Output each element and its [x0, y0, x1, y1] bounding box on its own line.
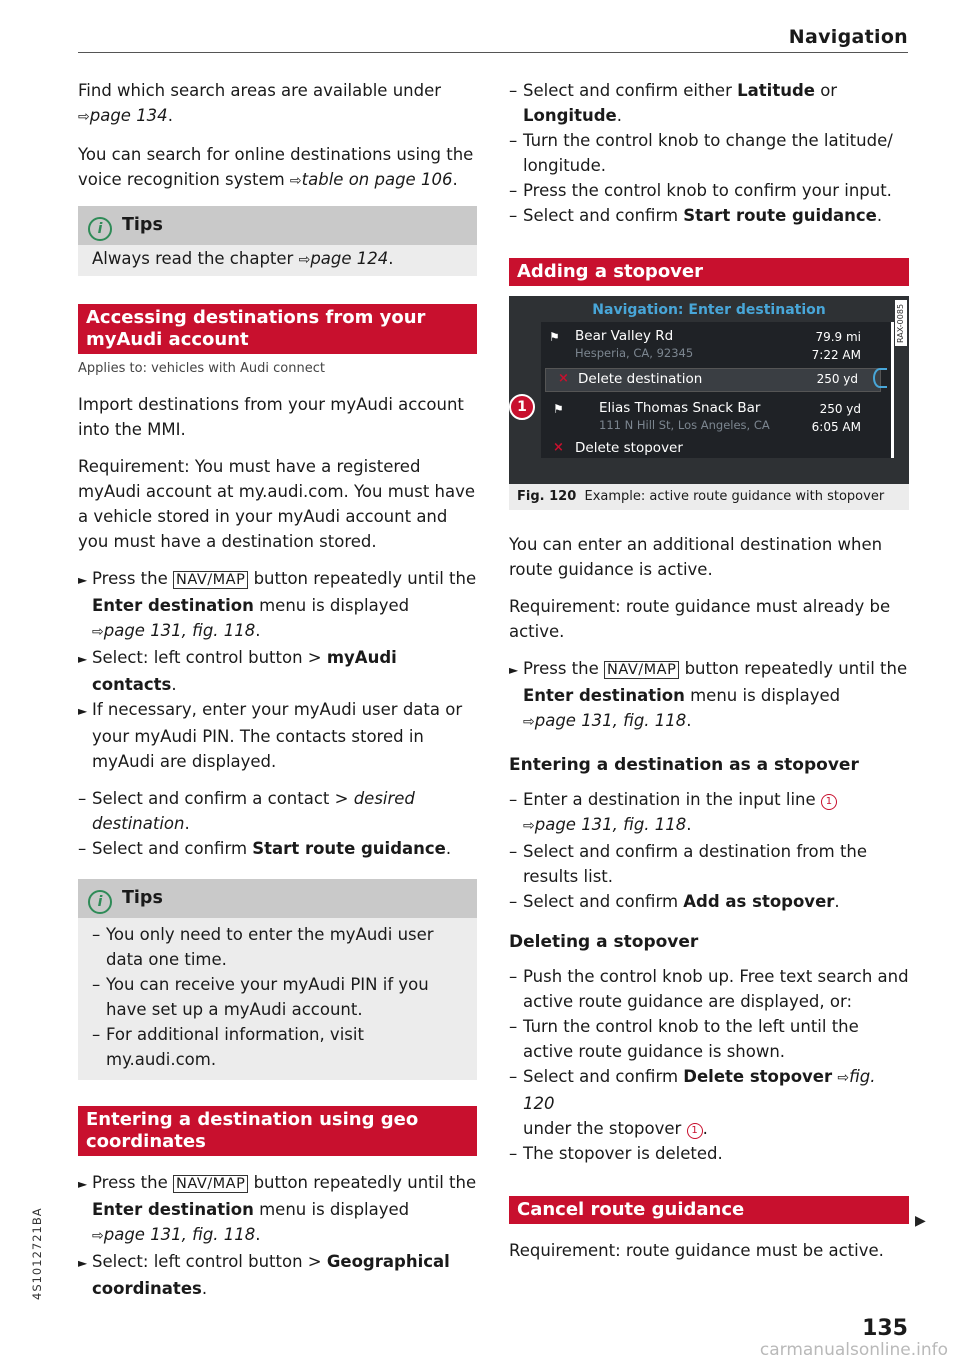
- screen-title: Navigation: Enter destination: [592, 302, 826, 318]
- arrow-icon: ⇨: [78, 109, 90, 125]
- section-heading: Adding a stopover: [509, 258, 909, 286]
- dash-item: – Press the control knob to confirm your input.: [509, 181, 892, 200]
- step-item: ► Press the NAV/MAP button repeatedly until the Enter destination menu is displayed ⇨page 131, fig. 118.: [509, 659, 908, 730]
- list-item: ⚑ Bear Valley Rd Hesperia, CA, 92345 79.9 mi 7:22 AM: [549, 328, 861, 362]
- watermark: carmanualsonline.info: [759, 1340, 948, 1360]
- stopover-flag-icon: ⚑: [553, 402, 564, 416]
- page-reference[interactable]: ⇨page 131, fig. 118: [523, 711, 687, 730]
- paragraph: You can search for online destinations using the voice recognition system ⇨table on page 106.: [78, 145, 474, 189]
- arrow-icon: ⇨: [837, 1070, 850, 1086]
- dash-item: – Select and confirm a destination from the results list.: [509, 842, 868, 886]
- callout-marker: 1: [509, 394, 535, 420]
- tip-item: – For additional information, visit my.audi.com.: [92, 1025, 364, 1069]
- arrow-icon: ⇨: [523, 818, 535, 834]
- callout-1-icon: 1: [821, 794, 837, 810]
- tips-header: i Tips: [78, 206, 477, 245]
- destination-flag-icon: ⚑: [549, 330, 560, 344]
- arrow-icon: ⇨: [523, 714, 535, 730]
- dash-item: – Select and confirm Start route guidance.: [78, 839, 452, 858]
- section-heading: Cancel route guidance: [509, 1196, 909, 1224]
- page-reference[interactable]: ⇨page 124: [298, 249, 389, 268]
- arrow-icon: ⇨: [289, 173, 302, 189]
- tip-item: – You only need to enter the myAudi user data one time.: [92, 925, 434, 969]
- table-reference[interactable]: ⇨table on page 106: [289, 170, 453, 189]
- page-reference[interactable]: ⇨page 131, fig. 118: [92, 1225, 256, 1244]
- subsection-heading: Deleting a stopover: [509, 932, 699, 952]
- triangle-bullet-icon: ►: [78, 652, 88, 666]
- callout-1-icon: 1: [687, 1123, 703, 1139]
- tips-box: [78, 879, 477, 1080]
- page-number: 135: [862, 1316, 908, 1341]
- section-heading: Accessing destinations from your myAudi account: [78, 304, 477, 354]
- document-id: 4S1012721BA: [30, 1207, 44, 1300]
- left-column: [78, 78, 477, 1301]
- right-column: [509, 78, 909, 1275]
- dash-item: – Push the control knob up. Free text search and active route guidance are displayed, or:: [509, 967, 909, 1011]
- info-icon: i: [88, 217, 112, 241]
- section-heading: Entering a destination using geo coordinates: [78, 1106, 477, 1156]
- header-rule: [78, 52, 908, 53]
- dash-item: – The stopover is deleted.: [509, 1144, 723, 1163]
- route-list: [541, 322, 894, 458]
- dash-item: – Select and confirm Delete stopover ⇨fig. 120 under the stopover 1 .: [509, 1067, 876, 1138]
- triangle-bullet-icon: ►: [78, 1177, 88, 1191]
- step-item: ► If necessary, enter your myAudi user data or your myAudi PIN. The contacts stored in myAudi are displayed.: [78, 700, 463, 771]
- delete-stopover-item[interactable]: × Delete stopover: [553, 440, 683, 456]
- nav-map-key: NAV/MAP: [173, 571, 248, 589]
- figure-reference[interactable]: ⇨fig. 120: [523, 1067, 876, 1113]
- mmi-screen: [509, 296, 909, 484]
- step-item: ► Select: left control button > myAudi contacts.: [78, 648, 397, 694]
- triangle-bullet-icon: ►: [78, 1256, 88, 1270]
- delete-icon: ×: [558, 371, 569, 386]
- triangle-bullet-icon: ►: [509, 663, 519, 677]
- dash-item: – Select and confirm either Latitude or Longitude.: [509, 81, 838, 125]
- page-reference[interactable]: ⇨page 131, fig. 118: [92, 621, 256, 640]
- paragraph: You can enter an additional destination when route guidance is active.: [509, 535, 883, 579]
- chapter-title: Navigation: [788, 26, 908, 48]
- dash-item: – Turn the control knob to change the latitude/ longitude.: [509, 131, 893, 175]
- subsection-heading: Entering a destination as a stopover: [509, 755, 859, 775]
- figure-caption: Fig. 120 Example: active route guidance with stopover: [509, 484, 909, 510]
- figure-code: RAX-0085: [895, 300, 907, 346]
- tips-box: i Tips Always read the chapter ⇨page 124.: [78, 206, 477, 276]
- paragraph: Find which search areas are available under ⇨page 134.: [78, 81, 442, 125]
- dash-item: – Turn the control knob to the left until the active route guidance is shown.: [509, 1017, 859, 1061]
- delete-destination-item[interactable]: × Delete destination 250 yd: [545, 368, 881, 392]
- applies-note: Applies to: vehicles with Audi connect: [78, 361, 325, 376]
- page-reference[interactable]: ⇨page 134: [78, 106, 168, 125]
- arrow-icon: ⇨: [92, 1228, 104, 1244]
- dash-item: – Enter a destination in the input line 1 ⇨page 131, fig. 118.: [509, 787, 909, 839]
- list-item: ⚑ Elias Thomas Snack Bar 111 N Hill St, Los Angeles, CA 250 yd 6:05 AM: [553, 400, 861, 434]
- dash-item: – Select and confirm Add as stopover.: [509, 892, 840, 911]
- paragraph: Requirement: route guidance must already be active.: [509, 597, 891, 641]
- dash-item: – Select and confirm Start route guidance.: [509, 206, 883, 225]
- step-item: ► Press the NAV/MAP button repeatedly until the Enter destination menu is displayed ⇨page 131, fig. 118.: [78, 569, 477, 640]
- tips-header: i Tips: [78, 879, 477, 918]
- nav-map-key: NAV/MAP: [604, 661, 679, 679]
- info-icon: i: [88, 890, 112, 914]
- arrow-icon: ⇨: [298, 252, 311, 268]
- paragraph: Requirement: route guidance must be active.: [509, 1241, 884, 1260]
- continue-arrow-icon: ▶: [915, 1213, 926, 1229]
- triangle-bullet-icon: ►: [78, 573, 88, 587]
- triangle-bullet-icon: ►: [78, 704, 88, 718]
- step-item: ► Select: left control button > Geographical coordinates.: [78, 1252, 450, 1298]
- scroll-ring-icon: [873, 368, 887, 388]
- step-item: ► Press the NAV/MAP button repeatedly until the Enter destination menu is displayed ⇨page 131, fig. 118.: [78, 1173, 477, 1244]
- paragraph: Requirement: You must have a registered myAudi account at my.audi.com. You must have a vehicle stored in your myAudi account and you must have a destination stored.: [78, 457, 476, 551]
- delete-icon: ×: [553, 440, 564, 455]
- tip-item: – You can receive your myAudi PIN if you have set up a myAudi account.: [92, 975, 429, 1019]
- paragraph: Import destinations from your myAudi account into the MMI.: [78, 395, 464, 439]
- nav-map-key: NAV/MAP: [173, 1175, 248, 1193]
- dash-item: – Select and confirm a contact > desired destination.: [78, 789, 415, 833]
- arrow-icon: ⇨: [92, 624, 104, 640]
- page-reference[interactable]: ⇨page 131, fig. 118: [523, 815, 687, 834]
- figure: [509, 296, 909, 510]
